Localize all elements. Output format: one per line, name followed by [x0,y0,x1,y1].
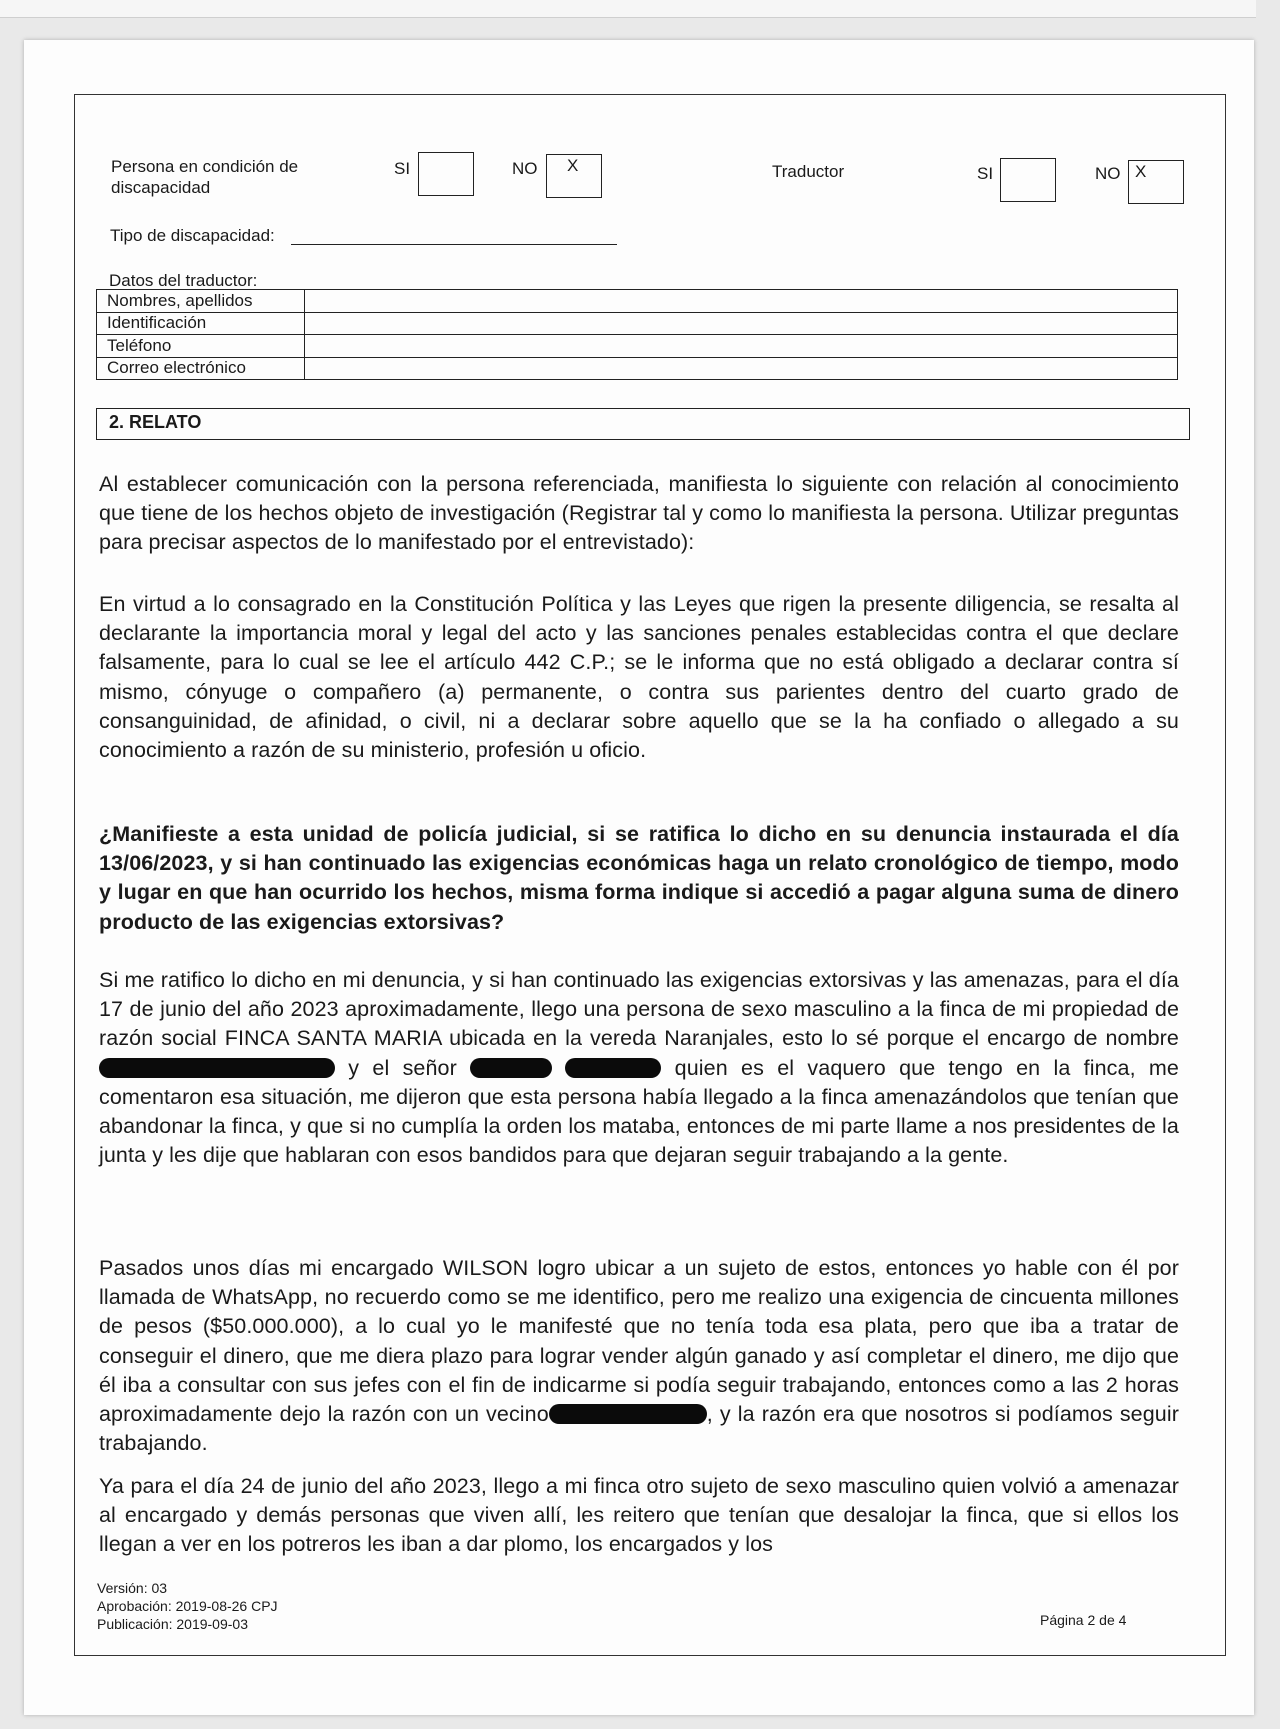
table-cell-label: Correo electrónico [97,357,305,380]
disability-no-checkbox[interactable]: X [546,154,602,198]
footer-approval: Aprobación: 2019-08-26 CPJ [97,1598,278,1614]
redaction-bar [470,1058,552,1078]
page-number: Página 2 de 4 [1040,1612,1127,1628]
disability-si-checkbox[interactable] [418,152,474,196]
footer-version: Versión: 03 [97,1580,168,1596]
previous-page-edge [0,0,1256,18]
table-row [97,290,1178,313]
answer-paragraph-1 [99,966,1179,1170]
table-cell-value[interactable] [305,290,1178,313]
redaction-bar [99,1058,335,1078]
redaction-bar [549,1404,707,1424]
document-page [24,40,1254,1715]
footer-publication: Publicación: 2019-09-03 [97,1616,248,1632]
table-row [97,335,1178,358]
legal-warning-paragraph: En virtud a lo consagrado en la Constitución Política y las Leyes que rigen la presente diligencia, se resalta al declarante la importancia moral y legal del acto y las sanciones penales establecidas contra el que declare falsamente, para lo cual se lee el artículo 442 C.P.; se le informa que no está obligado a declarar contra sí mismo, cónyuge o compañero (a) permanente, o contra sus parientes dentro del cuarto grado de consanguinidad, de afinidad, o civil, ni a declarar sobre aquello que se la ha confiado o allegado a su conocimiento a razón de su ministerio, profesión u oficio. [99,592,1179,763]
section-title: 2. RELATO [96,408,1190,440]
translator-si-label: SI [977,164,994,183]
disability-no-label: NO [512,159,538,178]
answer-text: y el señor [348,1055,457,1080]
disability-label: Persona en condición de discapacidad [111,157,299,197]
translator-data-title: Datos del traductor: [109,271,258,290]
answer-text: quien es el vaquero que tengo en la finca, me comentaron esa situación, me dijeron que esta persona había llegado a la finca amenazándolos que tenían que abandonar la finca, y que si no cumplía la orden los mataba, entonces de mi parte llame a nos presidentes de la junta y les dije que hablaran con esos bandidos para que dejaran seguir trabajando a la gente. [99,1055,1179,1168]
translator-si-checkbox[interactable] [1000,158,1056,202]
intro-paragraph: Al establecer comunicación con la persona referenciada, manifiesta lo siguiente con relación al conocimiento que tiene de los hechos objeto de investigación (Registrar tal y como lo manifiesta la persona. Utilizar preguntas para precisar aspectos de lo manifestado por el entrevistado): [99,472,1179,555]
translator-no-checkbox[interactable]: X [1128,160,1184,204]
answer-paragraph-3: Ya para el día 24 de junio del año 2023, llego a mi finca otro sujeto de sexo masculino quien volvió a amenazar al encargado y demás personas que viven allí, les reitero que tenían que desalojar la finca, que si ellos los llegan a ver en los potreros les iban a dar plomo, los encargados y los [99,1474,1179,1557]
answer-text: , y la razón era que nosotros si podíamos seguir trabajando. [99,1402,1179,1456]
table-cell-value[interactable] [305,312,1178,335]
redaction-bar [565,1058,661,1078]
question-paragraph: ¿Manifieste a esta unidad de policía judicial, si se ratifica lo dicho en su denuncia instaurada el día 13/06/2023, y si han continuado las exigencias económicas haga un relato cronológico de tiempo, modo y lugar en que han ocurrido los hechos, misma forma indique si accedió a pagar alguna suma de dinero producto de las exigencias extorsivas? [99,822,1179,934]
table-cell-label: Teléfono [97,335,305,358]
table-cell-label: Identificación [97,312,305,335]
table-row [97,312,1178,335]
answer-text: Pasados unos días mi encargado WILSON logro ubicar a un sujeto de estos, entonces yo hable con él por llamada de WhatsApp, no recuerdo como se me identifico, pero me realizo una exigencia de cincuenta millones de pesos ($50.000.000), a lo cual yo le manifesté que no tenía toda esa plata, pero que iba a tratar de conseguir el dinero, que me diera plazo para lograr vender algún ganado y así completar el dinero, me dijo que él iba a consultar con sus jefes con el fin de indicarme si podía seguir trabajando, entonces como a las 2 horas aproximadamente dejo la razón con un vecino [99,1256,1179,1427]
disability-type-line[interactable] [291,244,617,245]
translator-data-table [96,289,1178,380]
table-cell-value[interactable] [305,357,1178,380]
translator-label: Traductor [772,162,845,181]
table-row [97,357,1178,380]
answer-text: Si me ratifico lo dicho en mi denuncia, y si han continuado las exigencias extorsivas y las amenazas, para el día 17 de junio del año 2023 aproximadamente, llego una persona de sexo masculino a la finca de mi propiedad de razón social FINCA SANTA MARIA ubicada en la vereda Naranjales, esto lo sé porque el encargo de nombre [99,968,1179,1051]
answer-paragraph-2 [99,1254,1179,1458]
disability-type-label: Tipo de discapacidad: [110,226,275,245]
disability-si-label: SI [394,159,411,178]
table-cell-value[interactable] [305,335,1178,358]
translator-no-label: NO [1095,164,1121,183]
table-cell-label: Nombres, apellidos [97,290,305,313]
